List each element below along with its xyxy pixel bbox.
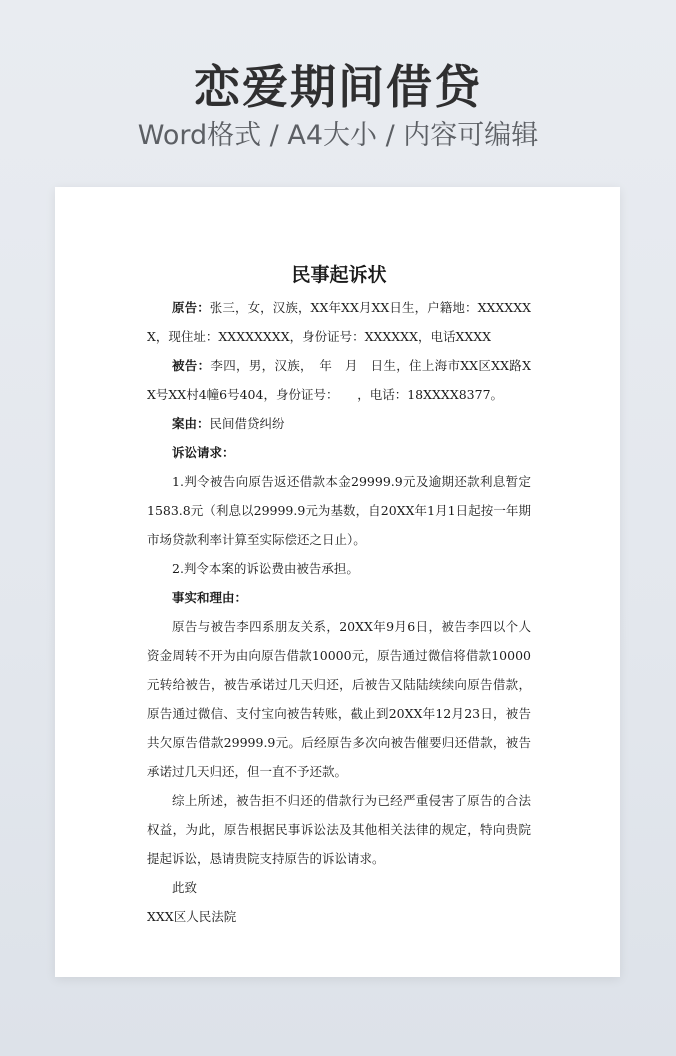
cause-text: 民间借贷纠纷 xyxy=(209,416,285,431)
claim-item: 2.判令本案的诉讼费由被告承担。 xyxy=(172,561,359,576)
closing-text: 此致 xyxy=(172,880,198,895)
facts-heading: 事实和理由： xyxy=(172,590,248,605)
claims-heading: 诉讼请求： xyxy=(172,445,235,460)
defendant-label: 被告： xyxy=(172,358,211,373)
plaintiff-label: 原告： xyxy=(172,300,210,315)
banner-title: 恋爱期间借贷 xyxy=(194,60,482,114)
plaintiff-paragraph xyxy=(147,293,531,351)
document-page xyxy=(55,187,620,977)
document-title: 民事起诉状 xyxy=(291,264,387,286)
defendant-text: 李四，男，汉族， 年 月 日生，住上海市XX区XX路XX号XX村4幢6号404，身份证号： ，电话：18XXXX8377。 xyxy=(147,358,531,402)
cause-paragraph xyxy=(147,409,531,438)
claim-item: 1.判令被告向原告返还借款本金29999.9元及逾期还款利息暂定1583.8元（利息以29999.9元为基数，自20XX年1月1日起按一年期市场贷款利率计算至实际偿还之日止）。 xyxy=(147,474,531,547)
conclusion-paragraph: 综上所述，被告拒不归还的借款行为已经严重侵害了原告的合法权益，为此，原告根据民事诉讼法及其他相关法律的规定，特向贵院提起诉讼，恳请贵院支持原告的诉讼请求。 xyxy=(147,793,531,866)
plaintiff-text: 张三，女，汉族，XX年XX月XX日生，户籍地：XXXXXXX，现住址：XXXXXXXX，身份证号：XXXXXX，电话XXXX xyxy=(147,300,531,344)
document-body xyxy=(147,263,531,931)
defendant-paragraph xyxy=(147,351,531,409)
court-name: XXX区人民法院 xyxy=(147,909,237,924)
banner-subtitle: Word格式 / A4大小 / 内容可编辑 xyxy=(137,120,539,151)
cause-label: 案由： xyxy=(172,416,210,431)
facts-paragraph: 原告与被告李四系朋友关系，20XX年9月6日，被告李四以个人资金周转不开为由向原告借款10000元，原告通过微信将借款10000元转给被告，被告承诺过几天归还，后被告又陆陆续续向原告借款，原告通过微信、支付宝向被告转账，截止到20XX年12月23日，被告共欠原告借款29999.9元。后经原告多次向被告催要归还借款，被告承诺过几天归还，但一直不予还款。 xyxy=(147,619,531,779)
